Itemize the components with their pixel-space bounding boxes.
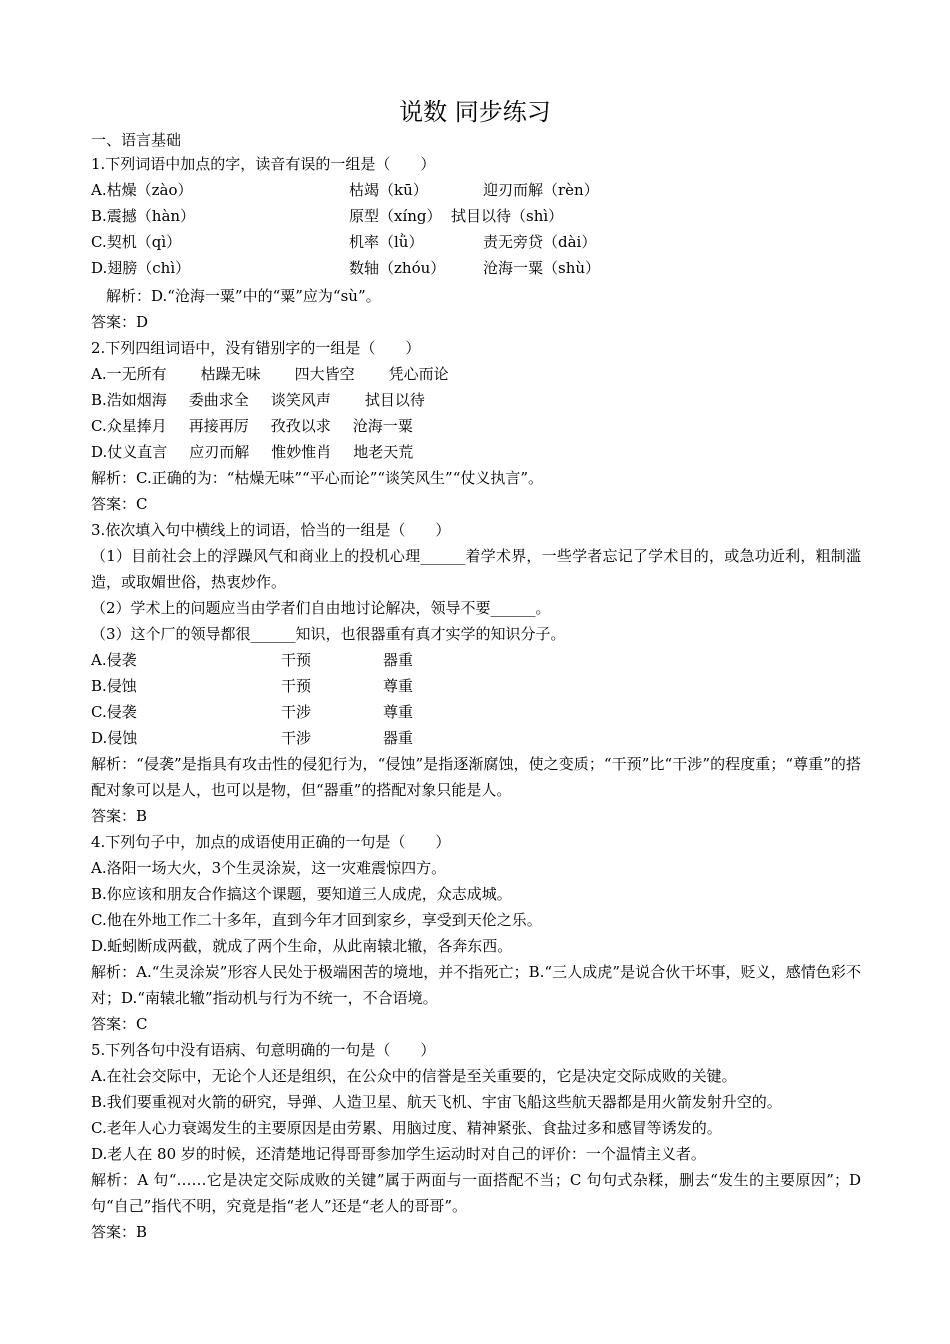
- q4-analysis: 解析：A.“生灵涂炭”形容人民处于极端困苦的境地，并不指死亡；B.“三人成虎”是说合伙干坏事，贬义，感情色彩不对；D.“南辕北辙”指动机与行为不统一，不合语境。: [91, 963, 861, 1007]
- q3-option-c: [91, 699, 861, 725]
- q1-d-1: D.翅膀（chì）: [91, 259, 191, 277]
- q3-b-2: 干预: [281, 677, 312, 695]
- q3-sentence-1: （1）目前社会上的浮躁风气和商业上的投机心理______着学术界，一些学者忘记了学术目的，或急功近利，粗制滥造，或取媚世俗，热衷炒作。: [91, 547, 861, 591]
- q5-option-a: A.在社会交际中，无论个人还是组织，在公众中的信誉是至关重要的，它是决定交际成败的关键。: [91, 1067, 737, 1085]
- q2-d-3: 惟妙惟肖: [271, 443, 332, 461]
- q1-option-b: [91, 203, 861, 229]
- q5-option-b: B.我们要重视对火箭的研究，导弹、人造卫星、航天飞机、宇宙飞船这些航天器都是用火箭发射升空的。: [91, 1093, 782, 1111]
- q1-c-1: C.契机（qì）: [91, 233, 182, 251]
- q4-option-b: B.你应该和朋友合作搞这个课题，要知道三人成虎，众志成城。: [91, 885, 512, 903]
- q1-option-c: [91, 229, 861, 255]
- q2-option-c: [91, 413, 861, 439]
- q3-c-3: 尊重: [383, 703, 414, 721]
- q3-stem: 3.依次填入句中横线上的词语，恰当的一组是（ ）: [91, 521, 451, 539]
- q2-option-b: [91, 387, 861, 413]
- q2-a-3: 四大皆空: [294, 365, 355, 383]
- q3-option-d: [91, 725, 861, 751]
- q3-sentence-3: （3）这个厂的领导都很______知识，也很器重有真才实学的知识分子。: [91, 625, 566, 643]
- q3-b-1: B.侵蚀: [91, 677, 137, 695]
- q5-stem: 5.下列各句中没有语病、句意明确的一句是（ ）: [91, 1041, 436, 1059]
- q5-answer: 答案：B: [91, 1223, 148, 1241]
- q2-c-3: 孜孜以求: [270, 417, 331, 435]
- q2-answer: 答案：C: [91, 495, 148, 513]
- q1-a-3: 迎刃而解（rèn）: [483, 181, 599, 199]
- q2-b-1: B.浩如烟海: [91, 391, 167, 409]
- q1-option-d: [91, 255, 861, 281]
- q2-d-4: 地老天荒: [353, 443, 414, 461]
- q2-option-d: [91, 439, 861, 465]
- q1-a-2: 枯竭（kū）: [349, 181, 428, 199]
- q1-d-3: 沧海一粟（shù）: [483, 259, 601, 277]
- q4-option-a: A.洛阳一场大火，3个生灵涂炭，这一灾难震惊四方。: [91, 859, 447, 877]
- q2-b-4: 拭目以待: [364, 391, 425, 409]
- q1-answer: 答案：D: [91, 313, 149, 331]
- q1-a-1: A.枯燥（zào）: [91, 181, 193, 199]
- q4-option-d: D.蚯蚓断成两截，就成了两个生命，从此南辕北辙，各奔东西。: [91, 937, 513, 955]
- q1-option-a: [91, 177, 861, 203]
- q1-stem: 1.下列词语中加点的字，读音有误的一组是（ ）: [91, 155, 436, 173]
- q1-c-2: 机率（lǜ）: [349, 233, 424, 251]
- q4-stem: 4.下列句子中，加点的成语使用正确的一句是（ ）: [91, 833, 451, 851]
- q2-analysis: 解析：C.正确的为：“枯燥无味”“平心而论”“谈笑风生”“仗义执言”。: [91, 469, 544, 487]
- q3-d-2: 干涉: [281, 729, 312, 747]
- q4-answer: 答案：C: [91, 1015, 148, 1033]
- q2-option-a: [91, 361, 861, 387]
- q2-a-2: 枯躁无味: [200, 365, 261, 383]
- q1-b-1: B.震撼（hàn）: [91, 207, 196, 225]
- q3-analysis: 解析：“侵袭”是指具有攻击性的侵犯行为，“侵蚀”是指逐渐腐蚀，使之变质；“干预”比“干涉”的程度重；“尊重”的搭配对象可以是人，也可以是物，但“器重”的搭配对象只能是人。: [91, 755, 861, 799]
- q1-c-3: 责无旁贷（dài）: [483, 233, 597, 251]
- q5-analysis: 解析：A 句“……它是决定交际成败的关键”属于两面与一面搭配不当；C 句句式杂糅，删去“发生的主要原因”；D 句“自己”指代不明，究竟是指“老人”还是“老人的哥哥”。: [91, 1171, 861, 1215]
- q3-option-a: [91, 647, 861, 673]
- q1-b-2: 原型（xíng）: [349, 207, 442, 225]
- section-heading: 一、语言基础: [91, 131, 182, 149]
- q1-analysis: 解析：D.“沧海一粟”中的“粟”应为“sù”。: [106, 287, 381, 305]
- q2-c-4: 沧海一粟: [352, 417, 413, 435]
- q2-d-1: D.仗义直言: [91, 443, 168, 461]
- q2-stem: 2.下列四组词语中，没有错别字的一组是（ ）: [91, 339, 421, 357]
- q3-a-3: 器重: [383, 651, 414, 669]
- q3-b-3: 尊重: [383, 677, 414, 695]
- q3-d-3: 器重: [383, 729, 414, 747]
- q3-answer: 答案：B: [91, 807, 148, 825]
- q3-c-1: C.侵袭: [91, 703, 137, 721]
- q2-c-1: C.众星捧月: [91, 417, 167, 435]
- q5-option-d: D.老人在 80 岁的时候，还清楚地记得哥哥参加学生运动时对自己的评价：一个温情主义者。: [91, 1145, 706, 1163]
- q2-d-2: 应刃而解: [189, 443, 250, 461]
- q3-d-1: D.侵蚀: [91, 729, 138, 747]
- q2-b-3: 谈笑风声: [270, 391, 331, 409]
- q4-option-c: C.他在外地工作二十多年，直到今年才回到家乡，享受到天伦之乐。: [91, 911, 542, 929]
- q2-c-2: 再接再厉: [188, 417, 249, 435]
- q3-option-b: [91, 673, 861, 699]
- q2-b-2: 委曲求全: [188, 391, 249, 409]
- document-title: 说数 同步练习: [399, 98, 551, 126]
- q3-a-2: 干预: [281, 651, 312, 669]
- q1-d-2: 数轴（zhóu）: [349, 259, 446, 277]
- q3-sentence-2: （2）学术上的问题应当由学者们自由地讨论解决，领导不要______。: [91, 599, 551, 617]
- q3-a-1: A.侵袭: [91, 651, 137, 669]
- q3-c-2: 干涉: [281, 703, 312, 721]
- q1-b-3: 拭目以待（shì）: [451, 207, 564, 225]
- q5-option-c: C.老年人心力衰竭发生的主要原因是由劳累、用脑过度、精神紧张、食盐过多和感冒等诱发的。: [91, 1119, 722, 1137]
- q2-a-1: A.一无所有: [91, 365, 167, 383]
- q2-a-4: 凭心而论: [388, 365, 449, 383]
